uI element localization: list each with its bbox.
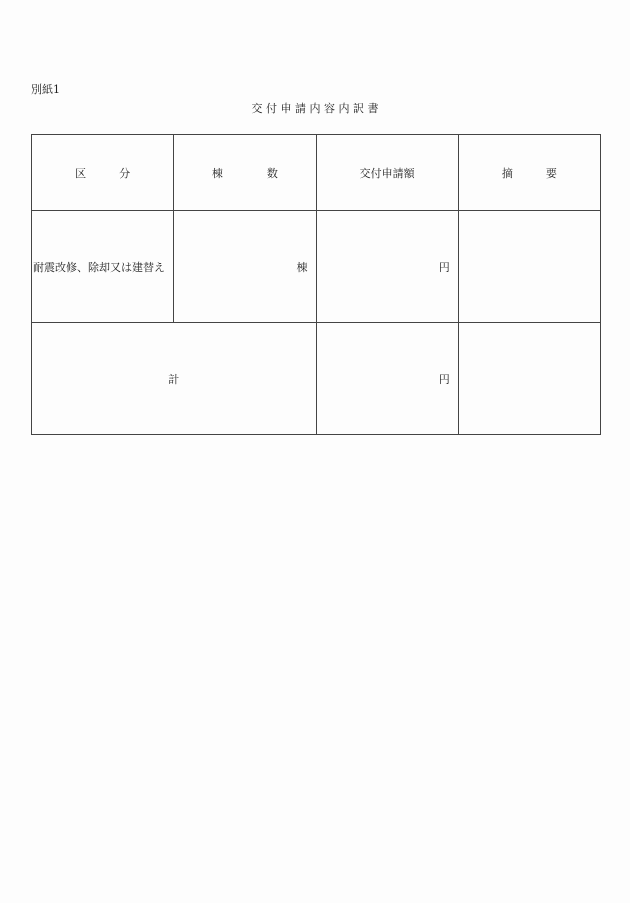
- breakdown-table: [31, 134, 601, 435]
- total-remarks-cell[interactable]: [458, 323, 600, 435]
- item-remarks-cell[interactable]: [458, 211, 600, 323]
- total-label-cell: 計: [32, 323, 317, 435]
- item-category-cell: 耐震改修、除却又は建替え: [32, 211, 174, 323]
- header-building-count: 棟 数: [174, 135, 316, 211]
- table-total-row: [32, 323, 601, 435]
- total-amount-cell[interactable]: 円: [316, 323, 458, 435]
- header-grant-amount: 交付申請額: [316, 135, 458, 211]
- header-category: 区 分: [32, 135, 174, 211]
- header-remarks: 摘 要: [458, 135, 600, 211]
- document-title: 交 付 申 請 内 容 内 訳 書: [251, 102, 379, 115]
- item-building-count-cell[interactable]: 棟: [174, 211, 316, 323]
- item-amount-cell[interactable]: 円: [316, 211, 458, 323]
- table-row: [32, 211, 601, 323]
- annex-label: 別紙1: [31, 83, 60, 96]
- table-header-row: [32, 135, 601, 211]
